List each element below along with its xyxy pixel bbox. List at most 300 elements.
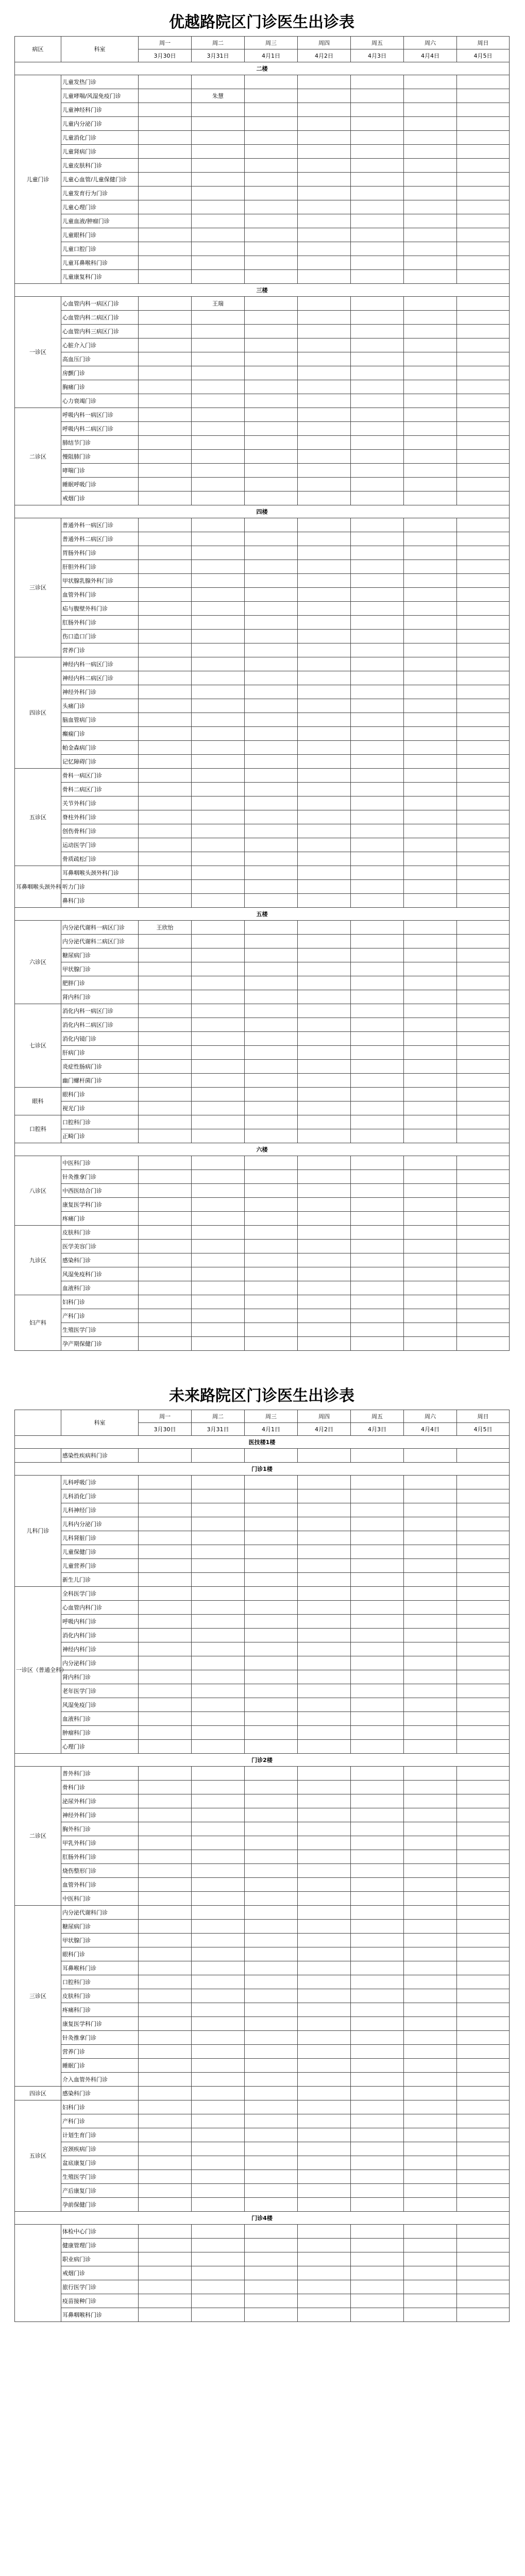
doctor-cell bbox=[404, 1267, 457, 1281]
doctor-cell bbox=[404, 2031, 457, 2045]
doctor-cell bbox=[351, 1060, 404, 1074]
doctor-cell bbox=[139, 1629, 192, 1642]
doctor-cell bbox=[457, 2239, 510, 2252]
doctor-cell bbox=[404, 1740, 457, 1754]
doctor-cell bbox=[404, 270, 457, 284]
dept-cell: 儿科内分泌门诊 bbox=[61, 1517, 139, 1531]
doctor-cell bbox=[245, 810, 298, 824]
table-row bbox=[15, 352, 510, 366]
table-row bbox=[15, 1337, 510, 1351]
doctor-cell bbox=[457, 1836, 510, 1850]
table-row bbox=[15, 408, 510, 422]
doctor-cell bbox=[404, 422, 457, 436]
doctor-cell bbox=[457, 1822, 510, 1836]
doctor-cell bbox=[192, 311, 245, 325]
dept-cell: 儿童血液/肿瘤门诊 bbox=[61, 214, 139, 228]
table-row bbox=[15, 1129, 510, 1143]
doctor-cell bbox=[404, 242, 457, 256]
doctor-cell bbox=[192, 1295, 245, 1309]
dept-cell: 内分泌代谢科二病区门诊 bbox=[61, 935, 139, 948]
doctor-cell bbox=[457, 2184, 510, 2198]
doctor-cell bbox=[298, 159, 351, 173]
doctor-cell bbox=[351, 1808, 404, 1822]
header-row-days bbox=[15, 1410, 510, 1423]
dept-cell: 烧伤整形门诊 bbox=[61, 1864, 139, 1878]
doctor-cell bbox=[457, 2142, 510, 2156]
doctor-cell bbox=[351, 1489, 404, 1503]
area-cell bbox=[15, 1449, 61, 1463]
dept-cell: 口腔科门诊 bbox=[61, 1115, 139, 1129]
doctor-cell bbox=[245, 450, 298, 464]
doctor-cell bbox=[139, 2073, 192, 2087]
doctor-cell bbox=[457, 1615, 510, 1629]
doctor-cell bbox=[351, 1698, 404, 1712]
doctor-cell bbox=[298, 1267, 351, 1281]
doctor-cell bbox=[192, 2045, 245, 2059]
doctor-cell bbox=[404, 783, 457, 796]
dept-cell: 儿童眼科门诊 bbox=[61, 228, 139, 242]
doctor-cell bbox=[139, 1018, 192, 1032]
table-row bbox=[15, 1517, 510, 1531]
dept-cell: 肛肠外科门诊 bbox=[61, 1850, 139, 1864]
doctor-cell bbox=[298, 630, 351, 643]
doctor-cell bbox=[192, 2239, 245, 2252]
doctor-cell bbox=[139, 560, 192, 574]
dept-cell: 呼吸内科一病区门诊 bbox=[61, 408, 139, 422]
weekday-header: 周六 bbox=[404, 37, 457, 49]
area-cell: 二诊区 bbox=[15, 408, 61, 505]
doctor-cell bbox=[192, 894, 245, 908]
doctor-cell bbox=[245, 643, 298, 657]
doctor-cell bbox=[298, 1476, 351, 1489]
doctor-cell bbox=[351, 1920, 404, 1934]
doctor-cell bbox=[298, 394, 351, 408]
table-row bbox=[15, 783, 510, 796]
doctor-cell bbox=[298, 1961, 351, 1975]
doctor-cell bbox=[457, 1503, 510, 1517]
table-row bbox=[15, 2225, 510, 2239]
section-row bbox=[15, 505, 510, 518]
doctor-cell bbox=[245, 1046, 298, 1060]
doctor-cell bbox=[351, 2100, 404, 2114]
doctor-cell bbox=[457, 1934, 510, 1947]
doctor-cell bbox=[298, 796, 351, 810]
doctor-cell bbox=[192, 962, 245, 976]
dept-cell: 心力衰竭门诊 bbox=[61, 394, 139, 408]
doctor-cell bbox=[139, 2045, 192, 2059]
dept-cell: 儿童心理门诊 bbox=[61, 200, 139, 214]
dept-cell: 神经外科门诊 bbox=[61, 1808, 139, 1822]
doctor-cell bbox=[245, 270, 298, 284]
doctor-cell bbox=[192, 436, 245, 450]
doctor-cell bbox=[298, 546, 351, 560]
doctor-cell bbox=[298, 657, 351, 671]
date-header: 3月31日 bbox=[192, 49, 245, 62]
doctor-cell bbox=[245, 755, 298, 769]
table-row bbox=[15, 1864, 510, 1878]
table-row bbox=[15, 1906, 510, 1920]
doctor-cell bbox=[298, 2280, 351, 2294]
doctor-cell bbox=[139, 1656, 192, 1670]
dept-cell: 甲状腺乳腺外科门诊 bbox=[61, 574, 139, 588]
doctor-cell bbox=[457, 1156, 510, 1170]
doctor-cell bbox=[298, 1740, 351, 1754]
doctor-cell bbox=[139, 1781, 192, 1794]
doctor-cell bbox=[457, 1018, 510, 1032]
doctor-cell bbox=[404, 1794, 457, 1808]
doctor-cell bbox=[404, 1684, 457, 1698]
doctor-cell bbox=[351, 1198, 404, 1212]
dept-cell: 儿童耳鼻喉科门诊 bbox=[61, 256, 139, 270]
doctor-cell bbox=[351, 1004, 404, 1018]
doctor-cell bbox=[298, 713, 351, 727]
doctor-cell bbox=[298, 2003, 351, 2017]
doctor-cell bbox=[139, 588, 192, 602]
table-row bbox=[15, 422, 510, 436]
doctor-cell bbox=[298, 1253, 351, 1267]
doctor-cell bbox=[245, 796, 298, 810]
doctor-cell bbox=[139, 2003, 192, 2017]
section-row bbox=[15, 908, 510, 921]
doctor-cell bbox=[139, 935, 192, 948]
dept-cell: 甲状腺门诊 bbox=[61, 962, 139, 976]
section-row bbox=[15, 62, 510, 75]
doctor-cell bbox=[192, 1864, 245, 1878]
doctor-cell bbox=[245, 1920, 298, 1934]
doctor-cell bbox=[192, 492, 245, 505]
doctor-cell bbox=[245, 1808, 298, 1822]
doctor-cell bbox=[139, 380, 192, 394]
doctor-cell bbox=[351, 755, 404, 769]
doctor-cell bbox=[351, 990, 404, 1004]
doctor-cell bbox=[404, 145, 457, 159]
table-row bbox=[15, 478, 510, 492]
doctor-cell bbox=[245, 297, 298, 311]
doctor-cell bbox=[298, 1115, 351, 1129]
doctor-cell bbox=[351, 1074, 404, 1088]
doctor-cell bbox=[192, 630, 245, 643]
table-row bbox=[15, 810, 510, 824]
doctor-cell bbox=[139, 755, 192, 769]
doctor-cell bbox=[192, 643, 245, 657]
doctor-cell bbox=[457, 1684, 510, 1698]
doctor-cell bbox=[192, 2003, 245, 2017]
doctor-cell bbox=[139, 1503, 192, 1517]
doctor-cell bbox=[298, 131, 351, 145]
table-row bbox=[15, 2059, 510, 2073]
dept-cell: 妇科门诊 bbox=[61, 1295, 139, 1309]
doctor-cell bbox=[139, 1060, 192, 1074]
doctor-cell bbox=[457, 2308, 510, 2322]
doctor-cell bbox=[457, 256, 510, 270]
schedule-title: 未来路院区门诊医生出诊表 bbox=[169, 1387, 354, 1405]
doctor-cell bbox=[351, 1295, 404, 1309]
doctor-cell bbox=[457, 311, 510, 325]
doctor-cell bbox=[351, 1503, 404, 1517]
doctor-cell bbox=[298, 1670, 351, 1684]
dept-cell: 宫颈疾病门诊 bbox=[61, 2142, 139, 2156]
doctor-cell bbox=[298, 478, 351, 492]
doctor-cell bbox=[404, 2017, 457, 2031]
doctor-cell bbox=[139, 976, 192, 990]
doctor-cell bbox=[457, 1975, 510, 1989]
doctor-cell bbox=[139, 1794, 192, 1808]
dept-cell: 关节外科门诊 bbox=[61, 796, 139, 810]
doctor-cell bbox=[245, 408, 298, 422]
doctor-cell bbox=[245, 2128, 298, 2142]
doctor-cell bbox=[351, 1629, 404, 1642]
table-row bbox=[15, 880, 510, 894]
doctor-cell bbox=[298, 1781, 351, 1794]
doctor-cell bbox=[351, 741, 404, 755]
doctor-cell bbox=[192, 2128, 245, 2142]
doctor-cell bbox=[457, 643, 510, 657]
dept-cell: 肥胖门诊 bbox=[61, 976, 139, 990]
doctor-cell bbox=[245, 2239, 298, 2252]
doctor-cell bbox=[245, 1656, 298, 1670]
doctor-cell bbox=[192, 838, 245, 852]
doctor-cell bbox=[457, 464, 510, 478]
doctor-cell bbox=[245, 117, 298, 131]
doctor-cell bbox=[192, 1545, 245, 1559]
doctor-cell bbox=[404, 1074, 457, 1088]
doctor-cell bbox=[404, 1240, 457, 1253]
doctor-cell bbox=[351, 1573, 404, 1587]
doctor-cell bbox=[351, 2294, 404, 2308]
doctor-cell bbox=[192, 1531, 245, 1545]
doctor-cell bbox=[404, 574, 457, 588]
doctor-cell bbox=[192, 1822, 245, 1836]
doctor-cell bbox=[298, 1878, 351, 1892]
doctor-cell bbox=[404, 824, 457, 838]
doctor-cell bbox=[298, 1074, 351, 1088]
doctor-cell bbox=[298, 2114, 351, 2128]
dept-cell: 皮肤科门诊 bbox=[61, 1989, 139, 2003]
dept-cell: 儿科呼吸门诊 bbox=[61, 1476, 139, 1489]
doctor-cell bbox=[139, 990, 192, 1004]
doctor-cell: 朱慧 bbox=[192, 89, 245, 103]
doctor-cell bbox=[351, 810, 404, 824]
doctor-cell bbox=[245, 2073, 298, 2087]
doctor-cell bbox=[298, 838, 351, 852]
doctor-cell bbox=[404, 1781, 457, 1794]
doctor-cell bbox=[298, 2225, 351, 2239]
dept-cell: 儿童发热门诊 bbox=[61, 75, 139, 89]
doctor-cell bbox=[245, 1947, 298, 1961]
doctor-cell bbox=[139, 713, 192, 727]
doctor-cell bbox=[404, 1642, 457, 1656]
doctor-cell bbox=[298, 1947, 351, 1961]
doctor-cell bbox=[298, 2031, 351, 2045]
table-row bbox=[15, 866, 510, 880]
doctor-cell bbox=[404, 450, 457, 464]
doctor-cell bbox=[139, 1726, 192, 1740]
doctor-cell bbox=[457, 1767, 510, 1781]
doctor-cell bbox=[245, 1295, 298, 1309]
table-row bbox=[15, 380, 510, 394]
doctor-cell bbox=[404, 866, 457, 880]
doctor-cell bbox=[192, 464, 245, 478]
doctor-cell bbox=[192, 1184, 245, 1198]
doctor-cell bbox=[139, 2087, 192, 2100]
doctor-cell bbox=[298, 602, 351, 616]
doctor-cell bbox=[351, 1517, 404, 1531]
dept-cell: 胸外科门诊 bbox=[61, 1822, 139, 1836]
doctor-cell bbox=[298, 560, 351, 574]
doctor-cell bbox=[351, 380, 404, 394]
doctor-cell bbox=[139, 948, 192, 962]
doctor-cell bbox=[404, 810, 457, 824]
doctor-cell bbox=[457, 1115, 510, 1129]
table-row bbox=[15, 1309, 510, 1323]
doctor-cell bbox=[245, 602, 298, 616]
doctor-cell bbox=[404, 408, 457, 422]
doctor-cell bbox=[245, 2087, 298, 2100]
doctor-cell bbox=[351, 1240, 404, 1253]
doctor-cell bbox=[457, 1267, 510, 1281]
doctor-cell bbox=[457, 1129, 510, 1143]
doctor-cell bbox=[192, 1046, 245, 1060]
dept-cell: 内分泌代谢科一病区门诊 bbox=[61, 921, 139, 935]
doctor-cell bbox=[351, 89, 404, 103]
doctor-cell bbox=[457, 1337, 510, 1351]
doctor-cell bbox=[192, 325, 245, 338]
doctor-cell bbox=[245, 214, 298, 228]
doctor-cell bbox=[139, 214, 192, 228]
doctor-cell bbox=[139, 187, 192, 200]
doctor-cell bbox=[245, 1156, 298, 1170]
doctor-cell bbox=[457, 1989, 510, 2003]
doctor-cell bbox=[245, 2100, 298, 2114]
doctor-cell bbox=[245, 1489, 298, 1503]
doctor-cell bbox=[139, 145, 192, 159]
dept-cell: 产科门诊 bbox=[61, 1309, 139, 1323]
doctor-cell bbox=[139, 657, 192, 671]
table-row bbox=[15, 990, 510, 1004]
doctor-cell bbox=[245, 699, 298, 713]
table-row bbox=[15, 976, 510, 990]
doctor-cell bbox=[245, 588, 298, 602]
doctor-cell bbox=[351, 1046, 404, 1060]
doctor-cell bbox=[404, 1503, 457, 1517]
doctor-cell bbox=[457, 1074, 510, 1088]
doctor-cell bbox=[404, 1101, 457, 1115]
doctor-cell bbox=[457, 1740, 510, 1754]
dept-cell: 神经外科门诊 bbox=[61, 685, 139, 699]
doctor-cell bbox=[351, 408, 404, 422]
doctor-cell bbox=[139, 200, 192, 214]
doctor-cell bbox=[192, 1088, 245, 1101]
doctor-cell bbox=[245, 783, 298, 796]
doctor-cell bbox=[457, 2087, 510, 2100]
doctor-cell bbox=[404, 921, 457, 935]
doctor-cell bbox=[298, 2184, 351, 2198]
doctor-cell bbox=[298, 1615, 351, 1629]
doctor-cell bbox=[404, 2239, 457, 2252]
doctor-cell bbox=[245, 366, 298, 380]
doctor-cell bbox=[139, 352, 192, 366]
doctor-cell bbox=[457, 1060, 510, 1074]
dept-cell: 头痛门诊 bbox=[61, 699, 139, 713]
doctor-cell bbox=[139, 2280, 192, 2294]
dept-cell: 内分泌代谢科门诊 bbox=[61, 1906, 139, 1920]
doctor-cell bbox=[457, 838, 510, 852]
doctor-cell bbox=[404, 532, 457, 546]
doctor-cell bbox=[351, 657, 404, 671]
doctor-cell bbox=[192, 478, 245, 492]
doctor-cell bbox=[351, 1878, 404, 1892]
doctor-cell bbox=[457, 546, 510, 560]
doctor-cell bbox=[298, 1573, 351, 1587]
schedule-title: 优越路院区门诊医生出诊表 bbox=[169, 13, 354, 31]
doctor-cell bbox=[298, 1892, 351, 1906]
doctor-cell bbox=[192, 2059, 245, 2073]
doctor-cell bbox=[351, 1226, 404, 1240]
doctor-cell bbox=[192, 1808, 245, 1822]
doctor-cell bbox=[351, 1892, 404, 1906]
weekday-header: 周一 bbox=[139, 1410, 192, 1423]
doctor-cell bbox=[245, 1698, 298, 1712]
table-row bbox=[15, 1794, 510, 1808]
doctor-cell bbox=[139, 643, 192, 657]
doctor-cell bbox=[457, 1712, 510, 1726]
doctor-cell bbox=[139, 2198, 192, 2212]
table-row bbox=[15, 1253, 510, 1267]
doctor-cell bbox=[245, 1822, 298, 1836]
doctor-cell bbox=[404, 852, 457, 866]
doctor-cell bbox=[245, 256, 298, 270]
doctor-cell bbox=[404, 1170, 457, 1184]
doctor-cell bbox=[457, 2017, 510, 2031]
doctor-cell bbox=[404, 880, 457, 894]
area-cell: 三诊区 bbox=[15, 518, 61, 657]
doctor-cell bbox=[351, 75, 404, 89]
doctor-cell bbox=[457, 1101, 510, 1115]
doctor-cell bbox=[245, 1601, 298, 1615]
doctor-cell bbox=[245, 1476, 298, 1489]
doctor-cell bbox=[245, 2170, 298, 2184]
doctor-cell bbox=[139, 1642, 192, 1656]
doctor-cell bbox=[457, 228, 510, 242]
dept-cell: 癫痫门诊 bbox=[61, 727, 139, 741]
area-cell: 三诊区 bbox=[15, 1906, 61, 2087]
doctor-cell bbox=[298, 1449, 351, 1463]
doctor-cell bbox=[245, 1559, 298, 1573]
doctor-cell bbox=[192, 1740, 245, 1754]
doctor-cell bbox=[139, 89, 192, 103]
doctor-cell bbox=[139, 727, 192, 741]
dept-cell: 脊柱外科门诊 bbox=[61, 810, 139, 824]
doctor-cell bbox=[245, 2266, 298, 2280]
doctor-cell bbox=[457, 1240, 510, 1253]
section-row bbox=[15, 1463, 510, 1476]
table-row bbox=[15, 1587, 510, 1601]
doctor-cell bbox=[457, 380, 510, 394]
doctor-cell bbox=[457, 574, 510, 588]
weekday-header: 周六 bbox=[404, 1410, 457, 1423]
table-row bbox=[15, 338, 510, 352]
doctor-cell bbox=[351, 1587, 404, 1601]
table-row bbox=[15, 1449, 510, 1463]
doctor-cell bbox=[245, 894, 298, 908]
table-row bbox=[15, 616, 510, 630]
table-row bbox=[15, 699, 510, 713]
table-row bbox=[15, 1615, 510, 1629]
doctor-cell bbox=[139, 2225, 192, 2239]
doctor-cell bbox=[404, 2087, 457, 2100]
doctor-cell bbox=[245, 75, 298, 89]
doctor-cell bbox=[298, 1601, 351, 1615]
